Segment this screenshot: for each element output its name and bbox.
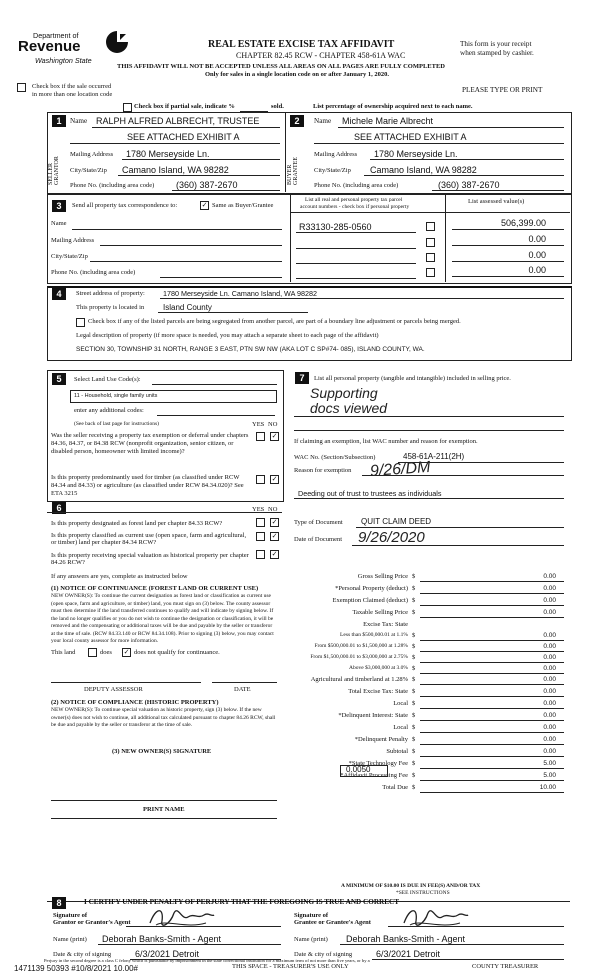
grantor-date-city[interactable]: 6/3/2021 Detroit — [135, 949, 200, 959]
dollar-sign: $ — [412, 712, 416, 719]
land-does-not-checkbox[interactable]: ✓ — [123, 648, 130, 656]
dollar-sign: $ — [412, 688, 416, 695]
grantee-date-city[interactable]: 6/3/2021 Detroit — [376, 949, 441, 959]
send-correspondence-label: Send all property tax correspondence to: — [72, 202, 178, 209]
dollar-sign: $ — [412, 772, 416, 779]
grantor-name-label: Name — [70, 117, 88, 125]
grantor-city-label: City/State/Zip — [70, 167, 107, 174]
form-title: REAL ESTATE EXCISE TAX AFFIDAVIT — [208, 39, 395, 50]
notice-2-title: (2) NOTICE OF COMPLIANCE (HISTORIC PROPERTY) — [51, 699, 219, 706]
s5-question-1: Was the seller receiving a property tax exemption or deferral under chapters 84.36, 84.37, or 84.38 RCW (nonprofit organization, senior citizen, or disabled person, homeowner with limited income)? — [51, 432, 249, 455]
dollar-sign: $ — [412, 654, 416, 661]
perjury-note-1: Perjury in the second degree is a class C felony which is punishable by imprisonment in the state correctional institution for a maximum term of not more than five years, or by a — [44, 958, 370, 963]
tax-row-label: *Affidavit Processing Fee — [340, 772, 408, 779]
notice-2-body: NEW OWNER(S): To continue special valuation as historic property, sign (3) below. If the new owner(s) does not wish to continue, all additional tax calculated pursuant to chapter 84.26 RCW, shall be due and payable by the seller or transferor at the time of sale. — [51, 707, 276, 728]
dollar-sign: $ — [412, 643, 416, 650]
form-chapter: CHAPTER 82.45 RCW - CHAPTER 458-61A WAC — [236, 51, 406, 60]
section-8-number: 8 — [52, 897, 66, 909]
additional-codes-label: enter any additional codes: — [74, 407, 144, 414]
parcel-head-2: account numbers - check box if personal property — [300, 204, 410, 210]
personal-property-label: List all personal property (tangible and intangible) included in selling price. — [314, 375, 511, 382]
assessed-value-head: List assessed value(s) — [468, 198, 525, 205]
if-yes-note: If any answers are yes, complete as instructed below — [51, 573, 188, 580]
section-3-number: 3 — [52, 200, 66, 212]
personal-property-checkbox-3[interactable] — [426, 253, 435, 262]
minimum-note: A MINIMUM OF $10.00 IS DUE IN FEE(S) AND/OR TAX — [341, 883, 481, 889]
grantee-sig-label-2: Grantee or Grantee's Agent — [294, 919, 371, 926]
section-6-number: 6 — [52, 502, 66, 514]
does-label: does — [100, 649, 112, 656]
grantor-mailing[interactable]: 1780 Merseyside Ln. — [126, 149, 210, 159]
section-5-number: 5 — [52, 373, 66, 385]
assessed-value-2[interactable]: 0.00 — [528, 234, 546, 244]
tax-row-label: Total Due — [382, 784, 408, 791]
dollar-sign: $ — [412, 585, 416, 592]
notice-1-body: NEW OWNER(S): To continue the current designation as forest land or classification as current use (open space, farm and agriculture, or timber) land, you must sign on (3) below. The county assessor must then determine if the land transferred continues to qualify and will indicate by signing below. If the land no longer qualifies or you do not wish to continue the designation or classification, it will be removed and the compensating or additional taxes will be due and payable by the seller or transferor at the time of sale. (RCW 84.33.140 or RCW 84.34.108). Prior to signing (3) below, you may contact your local county assessor for more information. — [51, 593, 274, 644]
grantee-sig-label-1: Signature of — [294, 912, 329, 919]
list-pct-note: List percentage of ownership acquired next to each name. — [313, 103, 473, 110]
tax-row-label: Less than $500,000.01 at 1.1% — [340, 632, 408, 638]
tax-row-value[interactable]: 0.00 — [543, 688, 556, 695]
dollar-sign: $ — [412, 760, 416, 767]
assessor-date-label: DATE — [234, 686, 251, 693]
tax-row-value[interactable]: 0.00 — [543, 712, 556, 719]
dept-line2: Revenue — [18, 38, 81, 55]
assessed-value-3[interactable]: 0.00 — [528, 250, 546, 260]
tax-row-label: Gross Selling Price — [357, 573, 408, 580]
tax-mailing-label: Mailing Address — [51, 237, 95, 244]
land-use-value: 11 - Household, single family units — [74, 393, 158, 399]
tax-row-label: *State Technology Fee — [348, 760, 408, 767]
s6-q2-no[interactable]: ✓ — [271, 532, 278, 540]
same-as-buyer-checkbox[interactable]: ✓ — [201, 201, 208, 209]
local-rate[interactable]: 0.0050 — [346, 765, 371, 774]
s6-q3-yes[interactable] — [256, 550, 265, 559]
land-does-checkbox[interactable] — [88, 648, 97, 657]
grantee-print-name[interactable]: Deborah Banks-Smith - Agent — [346, 934, 466, 944]
tax-row-label: Subtotal — [386, 748, 408, 755]
wac-label: WAC No. (Section/Subsection) — [294, 454, 376, 461]
tax-row-value[interactable]: 0.00 — [543, 632, 556, 639]
s6-q2-yes[interactable] — [256, 532, 265, 541]
tax-row-value[interactable]: 0.00 — [543, 609, 556, 616]
multiple-location-checkbox[interactable] — [17, 83, 26, 92]
tax-name-label: Name — [51, 220, 67, 227]
dollar-sign: $ — [412, 632, 416, 639]
s6-q1-no[interactable]: ✓ — [271, 518, 278, 526]
county-name[interactable]: Island County — [163, 303, 212, 312]
notice-1-title: (1) NOTICE OF CONTINUANCE (FOREST LAND OR CURRENT USE) — [51, 585, 259, 592]
section-4-number: 4 — [52, 288, 66, 300]
s5-q2-yes[interactable] — [256, 475, 265, 484]
receipt-note-2: when stamped by cashier. — [460, 49, 534, 57]
see-instructions: *SEE INSTRUCTIONS — [396, 890, 450, 896]
s5-q1-no[interactable]: ✓ — [271, 432, 278, 440]
doc-type[interactable]: QUIT CLAIM DEED — [361, 517, 432, 526]
grantee-name-2[interactable]: SEE ATTACHED EXHIBIT A — [354, 132, 467, 142]
tax-row-value[interactable]: 0.00 — [543, 748, 556, 755]
grantor-sig-label-2: Grantor or Grantor's Agent — [53, 919, 131, 926]
personal-property-checkbox-2[interactable] — [426, 238, 435, 247]
segregated-checkbox[interactable] — [76, 318, 85, 327]
grantee-name[interactable]: Michele Marie Albrecht — [342, 116, 434, 126]
street-address[interactable]: 1780 Merseyside Ln. Camano Island, WA 98282 — [163, 289, 317, 298]
tax-row-value[interactable]: 0.00 — [543, 724, 556, 731]
dollar-sign: $ — [412, 736, 416, 743]
grantor-mailing-label: Mailing Address — [70, 151, 114, 158]
grantee-name-print-label: Name (print) — [294, 936, 328, 943]
does-not-label: does not qualify for continuance. — [134, 649, 220, 656]
check-multiple-label-1: Check box if the sale occurred — [32, 83, 112, 90]
exemption-label: If claiming an exemption, list WAC number and reason for exemption. — [294, 438, 478, 445]
grantee-date-label: Date & city of signing — [294, 951, 353, 958]
s5-question-2: Is this property predominantly used for timber (as classified under RCW 84.34 and 84.33) or agriculture (as classified under RCW 84.34.020)? See ETA 3215 — [51, 474, 244, 497]
tax-row-label: Excise Tax: State — [363, 621, 408, 628]
dollar-sign: $ — [412, 609, 416, 616]
assessed-value-1[interactable]: 506,399.00 — [500, 218, 546, 228]
grantee-mailing-label: Mailing Address — [314, 151, 358, 158]
tax-row-value[interactable]: 0.00 — [543, 585, 556, 592]
s5-q1-yes[interactable] — [256, 432, 265, 441]
tax-row-value[interactable]: 5.00 — [543, 772, 556, 779]
tax-row-label: From $500,000.01 to $1,500,000 at 1.28% — [314, 643, 408, 649]
tax-row-label: Local — [393, 724, 408, 731]
tax-row-label: Total Excise Tax: State — [348, 688, 408, 695]
tax-row-label: *Delinquent Penalty — [354, 736, 408, 743]
tax-row-label: Above $3,000,000 at 3.0% — [349, 665, 408, 671]
cashier-stamp: 1471139 50393 #10/8/2021 10.00# — [14, 964, 138, 973]
grantor-name-print-label: Name (print) — [53, 936, 87, 943]
parcel-number-1[interactable]: R33130-285-0560 — [299, 222, 372, 232]
partial-sale-label: Check box if partial sale, indicate % — [134, 103, 235, 110]
print-name-label: PRINT NAME — [143, 806, 185, 813]
exemption-reason[interactable]: Deeding out of trust to trustees as individuals — [298, 489, 442, 498]
s6-question-2: Is this property classified as current use (open space, farm and agricultural, or timber) land per chapter 84.34 RCW? — [51, 532, 247, 546]
grantor-phone-label: Phone No. (including area code) — [70, 182, 155, 189]
grantee-phone-label: Phone No. (including area code) — [314, 182, 399, 189]
tax-row-value[interactable]: 0.00 — [543, 736, 556, 743]
tax-row-label: *Delinquent Interest: State — [338, 712, 408, 719]
section-7-number: 7 — [295, 372, 309, 384]
street-label: Street address of property: — [76, 290, 145, 297]
certify-statement: I CERTIFY UNDER PENALTY OF PERJURY THAT THE FOREGOING IS TRUE AND CORRECT — [84, 898, 399, 906]
tax-row-value[interactable]: 0.00 — [543, 700, 556, 707]
dollar-sign: $ — [412, 748, 416, 755]
supporting-docs-1: Supporting — [310, 385, 378, 401]
new-owner-signature-label: (3) NEW OWNER(S) SIGNATURE — [112, 748, 212, 755]
s6-q1-yes[interactable] — [256, 518, 265, 527]
tax-row-value[interactable]: 0.00 — [543, 573, 556, 580]
s6-no-head: NO — [268, 506, 278, 513]
dollar-sign: $ — [412, 676, 416, 683]
doc-type-label: Type of Document — [294, 519, 343, 526]
parcel-head-1: List all real and personal property tax parcel — [305, 197, 403, 203]
tax-row-value[interactable]: 0.00 — [543, 597, 556, 604]
partial-sale-checkbox[interactable] — [123, 103, 132, 112]
tax-row-label: Agricultural and timberland at 1.28% — [310, 676, 408, 683]
tax-phone-label: Phone No. (including area code) — [51, 269, 136, 276]
grantor-name[interactable]: RALPH ALFRED ALBRECHT, TRUSTEE — [96, 116, 260, 126]
tax-row-value[interactable]: 0.00 — [543, 654, 556, 661]
doc-date[interactable]: 9/26/2020 — [358, 529, 425, 546]
segregated-label: Check box if any of the listed parcels are being segregated from another parcel, are part of a boundary line adjustment or parcels being merged. — [88, 318, 461, 325]
personal-property-checkbox-4[interactable] — [426, 268, 435, 277]
s6-question-3: Is this property receiving special valuation as historical property per chapter 84.26 RCW? — [51, 552, 249, 566]
receipt-note-1: This form is your receipt — [460, 40, 532, 48]
s6-yes-head: YES — [252, 506, 265, 513]
reason-label: Reason for exemption — [294, 467, 352, 474]
revenue-logo — [104, 29, 130, 57]
grantor-phone[interactable]: (360) 387-2670 — [176, 180, 238, 190]
grantee-name-label: Name — [314, 117, 332, 125]
buyer-side-label: BUYER GRANTEE — [287, 157, 299, 185]
doc-date-label: Date of Document — [294, 536, 343, 543]
reason-initials: 9/26/DM — [369, 458, 431, 481]
grantor-name-2[interactable]: SEE ATTACHED EXHIBIT A — [127, 132, 240, 142]
dept-line3: Washington State — [35, 56, 92, 65]
s5-q2-no[interactable]: ✓ — [271, 475, 278, 483]
check-multiple-label-2: in more than one location code — [32, 91, 113, 98]
tax-row-value[interactable]: 5.00 — [543, 760, 556, 767]
tax-city-label: City/State/Zip — [51, 253, 88, 260]
dept-line1: Department of — [33, 31, 79, 40]
dollar-sign: $ — [412, 573, 416, 580]
same-as-buyer-label: Same as Buyer/Grantee — [212, 202, 274, 209]
grantor-print-name[interactable]: Deborah Banks-Smith - Agent — [102, 934, 222, 944]
legal-description[interactable]: SECTION 30, TOWNSHIP 31 NORTH, RANGE 3 EAST, PTN SW NW (AKA LOT C SP#74- 085), ISLAND COUNTY, WA. — [76, 346, 425, 353]
tax-row-value[interactable]: 10.00 — [539, 784, 556, 791]
grantee-phone[interactable]: (360) 387-2670 — [438, 180, 500, 190]
dollar-sign: $ — [412, 700, 416, 707]
for-sales-note: Only for sales in a single location code on or after January 1, 2020. — [205, 71, 389, 78]
tax-row-value[interactable]: 0.00 — [543, 676, 556, 683]
section-1-number: 1 — [52, 115, 66, 127]
s6-q3-no[interactable]: ✓ — [271, 550, 278, 558]
sold-label: sold. — [271, 103, 284, 110]
county-treasurer: COUNTY TREASURER — [472, 963, 539, 970]
tax-row-label: Taxable Selling Price — [352, 609, 408, 616]
grantor-date-label: Date & city of signing — [53, 951, 112, 958]
section-2-number: 2 — [290, 115, 304, 127]
legal-label: Legal description of property (if more space is needed, you may attach a separate sheet to each page of the affidavit) — [76, 332, 379, 339]
grantee-mailing[interactable]: 1780 Merseyside Ln. — [374, 149, 458, 159]
dollar-sign: $ — [412, 724, 416, 731]
grantee-city[interactable]: Camano Island, WA 98282 — [370, 165, 477, 175]
located-label: This property is located in — [76, 304, 145, 311]
s6-question-1: Is this property designated as forest land per chapter 84.33 RCW? — [51, 520, 223, 527]
assessed-value-4[interactable]: 0.00 — [528, 265, 546, 275]
s5-no-head: NO — [268, 421, 278, 428]
grantor-sig-label-1: Signature of — [53, 912, 88, 919]
tax-row-label: *Personal Property (deduct) — [335, 585, 408, 592]
tax-row-value[interactable]: 0.00 — [543, 643, 556, 650]
tax-row-value[interactable]: 0.00 — [543, 665, 556, 672]
dollar-sign: $ — [412, 597, 416, 604]
tax-row-label: Exemption Claimed (deduct) — [332, 597, 408, 604]
grantor-city[interactable]: Camano Island, WA 98282 — [122, 165, 229, 175]
seller-side-label: SELLER GRANTOR — [48, 156, 60, 185]
wac-number[interactable]: 458-61A-211(2H) — [403, 452, 465, 461]
supporting-docs-2: docs viewed — [310, 400, 388, 416]
dollar-sign: $ — [412, 665, 416, 672]
personal-property-checkbox-1[interactable] — [426, 222, 435, 231]
form-warning: THIS AFFIDAVIT WILL NOT BE ACCEPTED UNLESS ALL AREAS ON ALL PAGES ARE FULLY COMPLETED — [117, 63, 445, 70]
grantee-city-label: City/State/Zip — [314, 167, 351, 174]
this-land-label: This land — [51, 649, 76, 656]
print-note: PLEASE TYPE OR PRINT — [462, 86, 543, 94]
s5-yes-head: YES — [252, 421, 265, 428]
tax-row-label: Local — [393, 700, 408, 707]
dollar-sign: $ — [412, 784, 416, 791]
treasurer-space: THIS SPACE - TREASURER'S USE ONLY — [232, 963, 349, 970]
tax-row-label: From $1,500,000.01 to $3,000,000 at 2.75% — [310, 654, 408, 660]
see-back-note: (See back of last page for instructions) — [74, 421, 159, 427]
deputy-assessor-label: DEPUTY ASSESSOR — [84, 686, 143, 693]
land-use-label: Select Land Use Code(s): — [74, 376, 141, 383]
